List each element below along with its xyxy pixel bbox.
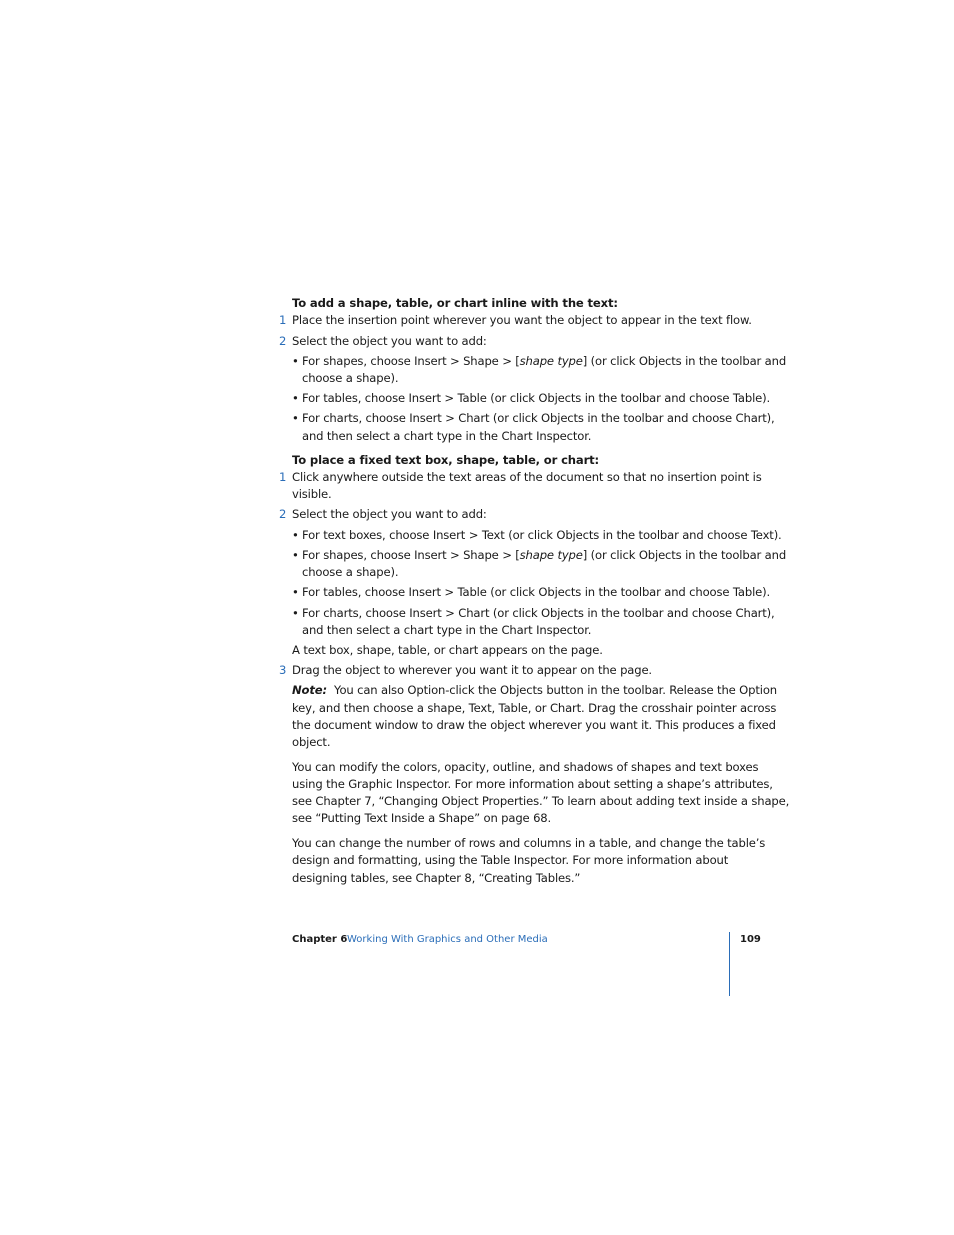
- section2-heading: To place a fixed text box, shape, table, or chart:: [292, 453, 600, 467]
- footer-chapter-title: Working With Graphics and Other Media: [347, 934, 548, 945]
- bullet-icon: •: [292, 354, 299, 368]
- step-text: Select the object you want to add:: [292, 507, 487, 521]
- paragraph-line: design and formatting, using the Table Inspector. For more information about: [292, 853, 729, 867]
- step-number: 2: [279, 334, 287, 348]
- step-number: 3: [279, 663, 287, 677]
- bullet-text: For tables, choose Insert > Table (or click Objects in the toolbar and choose Table).: [302, 391, 771, 405]
- step-number: 2: [279, 507, 287, 521]
- step-text-continued: visible.: [292, 487, 332, 501]
- paragraph-line: You can change the number of rows and columns in a table, and change the table’s: [292, 836, 766, 850]
- step-text: Click anywhere outside the text areas of the document so that no insertion point is: [292, 470, 762, 484]
- step-text: Place the insertion point wherever you want the object to appear in the text flow.: [292, 313, 752, 327]
- paragraph-line: You can modify the colors, opacity, outline, and shadows of shapes and text boxes: [292, 760, 759, 774]
- note-line: the document window to draw the object wherever you want it. This produces a fixed: [292, 718, 776, 732]
- bullet-text: For charts, choose Insert > Chart (or click Objects in the toolbar and choose Chart),: [302, 606, 775, 620]
- bullet-icon: •: [292, 585, 299, 599]
- step-text: Select the object you want to add:: [292, 334, 487, 348]
- bullet-icon: •: [292, 606, 299, 620]
- step-number: 1: [279, 470, 287, 484]
- note-line: Note: You can also Option-click the Objects button in the toolbar. Release the Option: [292, 683, 777, 697]
- footer-chapter: Chapter 6: [292, 934, 348, 945]
- note-label: Note:: [292, 683, 327, 697]
- section1-heading: To add a shape, table, or chart inline with the text:: [292, 296, 618, 310]
- bullet-text: For shapes, choose Insert > Shape > [shape type] (or click Objects in the toolbar and: [302, 548, 787, 562]
- step-number: 1: [279, 313, 287, 327]
- bullet-text-continued: choose a shape).: [302, 565, 399, 579]
- page-number: 109: [740, 934, 761, 945]
- bullet-text: For text boxes, choose Insert > Text (or click Objects in the toolbar and choose Text).: [302, 528, 782, 542]
- bullet-icon: •: [292, 391, 299, 405]
- note-line: object.: [292, 735, 331, 749]
- paragraph-line: using the Graphic Inspector. For more information about setting a shape’s attributes,: [292, 777, 773, 791]
- bullet-text-continued: and then select a chart type in the Chart Inspector.: [302, 623, 592, 637]
- bullet-icon: •: [292, 528, 299, 542]
- paragraph-line: see Chapter 7, “Changing Object Properties.” To learn about adding text inside a shape,: [292, 794, 790, 808]
- paragraph-line: designing tables, see Chapter 8, “Creating Tables.”: [292, 871, 581, 885]
- note-line: key, and then choose a shape, Text, Table, or Chart. Drag the crosshair pointer across: [292, 701, 777, 715]
- step-text: Drag the object to wherever you want it to appear on the page.: [292, 663, 652, 677]
- bullet-icon: •: [292, 411, 299, 425]
- paragraph-line: see “Putting Text Inside a Shape” on page 68.: [292, 811, 552, 825]
- bullet-text: For shapes, choose Insert > Shape > [shape type] (or click Objects in the toolbar and: [302, 354, 787, 368]
- bullet-text: For charts, choose Insert > Chart (or click Objects in the toolbar and choose Chart),: [302, 411, 775, 425]
- bullet-text-continued: choose a shape).: [302, 371, 399, 385]
- footer-divider: [729, 932, 730, 996]
- bullet-text-continued: and then select a chart type in the Chart Inspector.: [302, 429, 592, 443]
- bullet-icon: •: [292, 548, 299, 562]
- result-text: A text box, shape, table, or chart appears on the page.: [292, 643, 603, 657]
- bullet-text: For tables, choose Insert > Table (or click Objects in the toolbar and choose Table).: [302, 585, 771, 599]
